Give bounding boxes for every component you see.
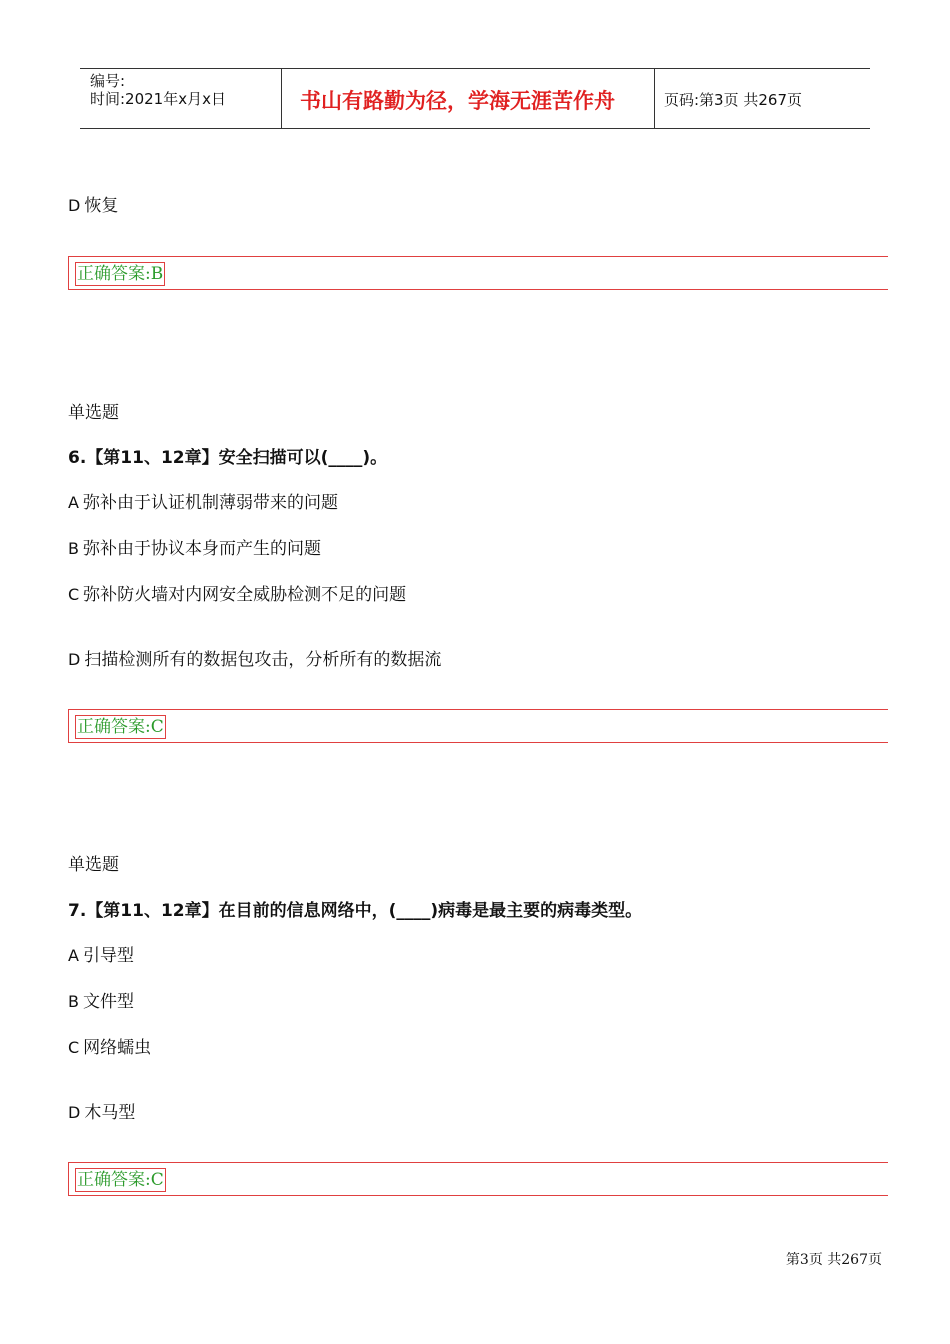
header-page-label: 页码:第3页 共267页	[664, 91, 802, 109]
option-letter: B	[68, 992, 79, 1011]
option-text: 引导型	[82, 946, 134, 966]
option-b	[68, 534, 321, 559]
option-letter: A	[68, 946, 79, 965]
option-text: 文件型	[82, 992, 134, 1012]
option-letter: D	[68, 650, 81, 669]
header-serial-label: 编号:	[90, 72, 126, 90]
option-d	[68, 1098, 135, 1123]
option-text: 扫描检测所有的数据包攻击，分析所有的数据流	[84, 650, 442, 670]
option-a	[68, 488, 338, 513]
option-letter: C	[68, 585, 80, 604]
option-letter: D	[68, 1103, 81, 1122]
option-a	[68, 941, 134, 966]
option-letter: A	[68, 493, 79, 512]
answer-text: 正确答案:C	[77, 717, 164, 737]
answer-box	[68, 256, 888, 290]
header-time-label: 时间:2021年x月x日	[90, 90, 226, 108]
option-text: 弥补由于认证机制薄弱带来的问题	[82, 493, 338, 513]
option-d	[68, 645, 441, 670]
option-text: 弥补防火墙对内网安全威胁检测不足的问题	[83, 585, 407, 605]
option-b	[68, 987, 134, 1012]
option-text: 网络蠕虫	[83, 1038, 152, 1058]
answer-text: 正确答案:C	[77, 1170, 164, 1190]
question-title: 7.【第11、12章】在目前的信息网络中，(____)病毒是最主要的病毒类型。	[68, 901, 643, 921]
prev-option-d	[68, 191, 118, 216]
header-divider-left	[281, 68, 282, 128]
footer-page-number: 第3页 共267页	[785, 1252, 882, 1268]
question-title: 6.【第11、12章】安全扫描可以(____)。	[68, 448, 388, 468]
option-letter: B	[68, 539, 79, 558]
option-c	[68, 1033, 151, 1058]
option-text: 恢复	[84, 196, 119, 216]
question-type: 单选题	[68, 855, 119, 875]
option-letter: D	[68, 196, 81, 215]
answer-text: 正确答案:B	[77, 264, 164, 284]
header-divider-right	[654, 68, 655, 128]
answer-box	[68, 709, 888, 743]
answer-box	[68, 1162, 888, 1196]
header-motto: 书山有路勤为径，学海无涯苦作舟	[300, 89, 615, 113]
header-bottom-rule	[80, 128, 870, 129]
question-type: 单选题	[68, 403, 119, 423]
option-text: 弥补由于协议本身而产生的问题	[82, 539, 321, 559]
header-top-rule	[80, 68, 870, 69]
option-c	[68, 580, 406, 605]
option-letter: C	[68, 1038, 80, 1057]
option-text: 木马型	[84, 1103, 136, 1123]
